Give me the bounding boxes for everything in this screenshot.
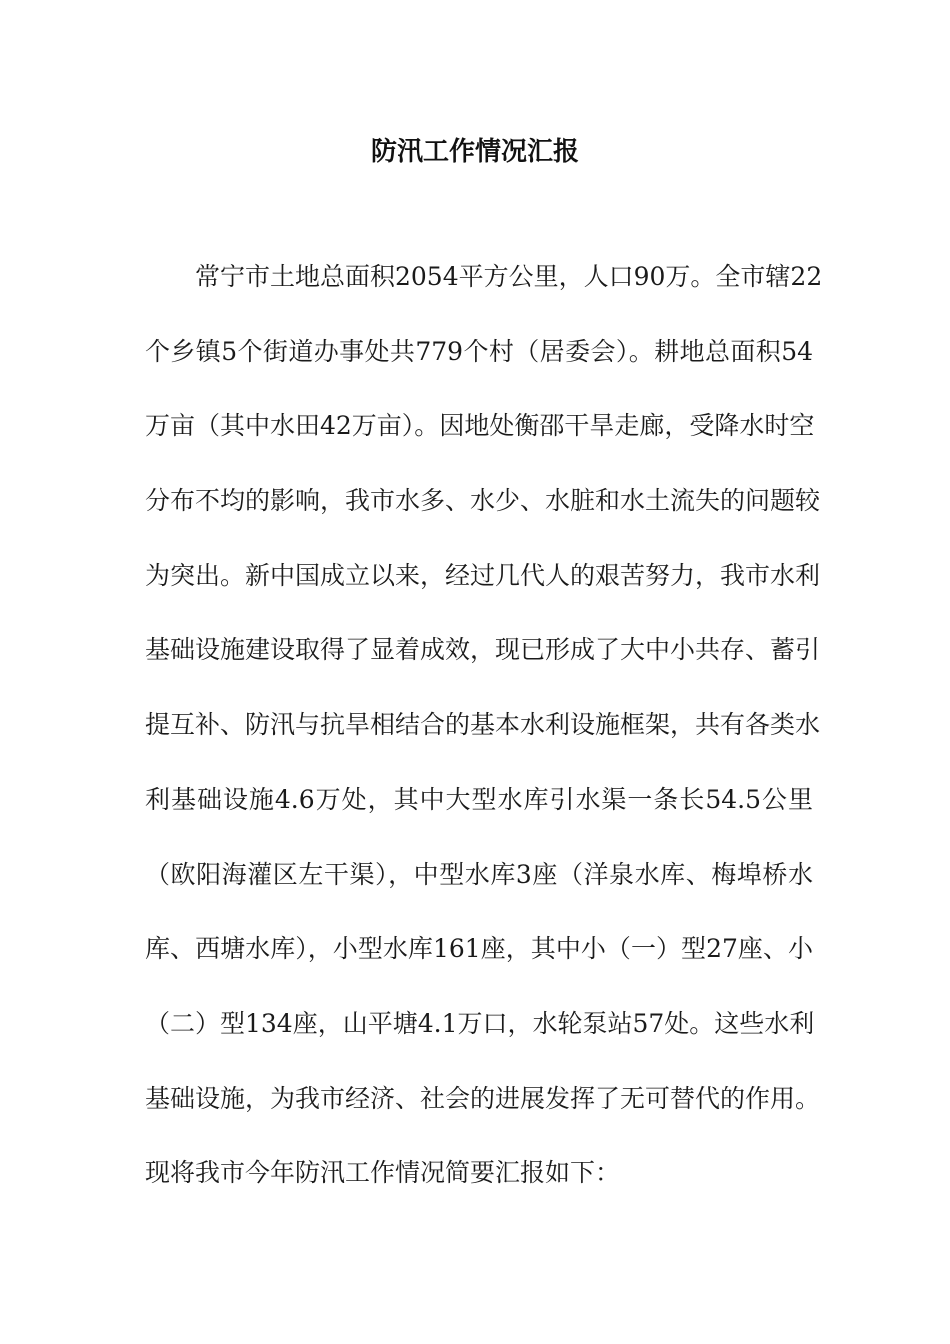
document-title: 防汛工作情况汇报 (370, 137, 579, 167)
paragraph-line: 万亩（其中水田42万亩）。因地处衡邵干旱走廊，受降水时空 (145, 411, 815, 441)
paragraph-line: 基础设施，为我市经济、社会的进展发挥了无可替代的作用。 (145, 1083, 821, 1113)
paragraph-line: （二）型134座，山平塘4.1万口，水轮泵站57处。这些水利 (145, 1008, 815, 1038)
paragraph-line: 基础设施建设取得了显着成效，现已形成了大中小共存、蓄引 (145, 635, 821, 665)
paragraph-line: 利基础设施4.6万处，其中大型水库引水渠一条长54.5公里 (145, 784, 813, 814)
paragraph-line: 提互补、防汛与抗旱相结合的基本水利设施框架，共有各类水 (145, 710, 821, 740)
document-body (145, 254, 823, 1225)
paragraph-line: 现将我市今年防汛工作情况简要汇报如下： (145, 1158, 621, 1188)
paragraph-line: （欧阳海灌区左干渠），中型水库3座（洋泉水库、梅埠桥水 (145, 859, 813, 889)
paragraph-line: 常宁市土地总面积2054平方公里，人口90万。全市辖22 (195, 262, 823, 291)
paragraph-line: 个乡镇5个街道办事处共779个村（居委会）。耕地总面积54 (145, 336, 813, 366)
paragraph-line: 为突出。新中国成立以来，经过几代人的艰苦努力，我市水利 (145, 560, 821, 590)
paragraph-line: 分布不均的影响，我市水多、水少、水脏和水土流失的问题较 (145, 486, 821, 516)
paragraph-line: 库、西塘水库），小型水库161座，其中小（一）型27座、小 (145, 934, 813, 964)
